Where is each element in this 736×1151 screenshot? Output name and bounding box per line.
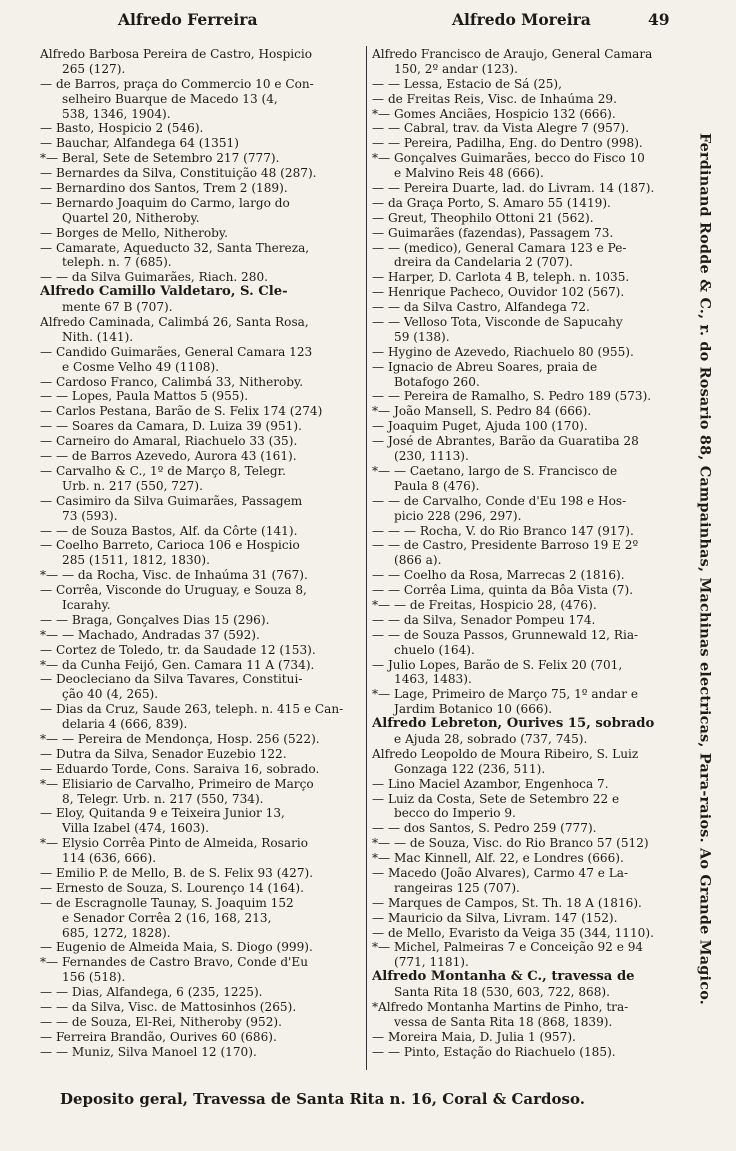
- directory-entry-line: — Moreira Maia, D. Julia 1 (957).: [372, 1029, 576, 1044]
- directory-entry-line: 73 (593).: [62, 508, 118, 523]
- directory-entry-line: — — de Souza, El-Rei, Nitheroby (952).: [40, 1014, 282, 1029]
- directory-entry-line: — Mauricio da Silva, Livram. 147 (152).: [372, 910, 618, 925]
- directory-entry-line: — Cortez de Toledo, tr. da Saudade 12 (153).: [40, 642, 316, 657]
- directory-entry-line: — — Lessa, Estacio de Sá (25),: [372, 76, 562, 91]
- directory-heading-line: Alfredo Camillo Valdetaro, S. Cle-: [40, 285, 288, 300]
- directory-entry-line: Gonzaga 122 (236, 511).: [394, 761, 546, 776]
- directory-entry-line: vessa de Santa Rita 18 (868, 1839).: [394, 1014, 613, 1029]
- directory-entry-line: *— — de Souza, Visc. do Rio Branco 57 (512): [372, 836, 649, 851]
- directory-entry-line: — — da Silva, Visc. de Mattosinhos (265).: [40, 1000, 297, 1014]
- directory-entry-line: — Hygino de Azevedo, Riachuelo 80 (955).: [372, 344, 634, 359]
- directory-entry-line: — Camarate, Aqueducto 32, Santa Thereza,: [40, 240, 310, 255]
- directory-entry-line: Alfredo Barbosa Pereira de Castro, Hospicio: [40, 47, 313, 61]
- directory-entry-line: 285 (1511, 1812, 1830).: [62, 553, 210, 568]
- directory-entry-line: — Cardoso Franco, Calimbá 33, Nitheroby.: [40, 374, 304, 389]
- directory-entry-line: — — — Rocha, V. do Rio Branco 147 (917).: [372, 523, 634, 538]
- directory-entry-line: — Eloy, Quitanda 9 e Teixeira Junior 13,: [40, 806, 285, 821]
- page-number: 49: [648, 10, 670, 29]
- directory-entry-line: rangeiras 125 (707).: [394, 880, 520, 895]
- directory-entry-line: — Corrêa, Visconde do Uruguay, e Souza 8,: [40, 583, 307, 598]
- directory-entry-line: — — Coelho da Rosa, Marrecas 2 (1816).: [372, 568, 625, 583]
- directory-entry-line: *— Michel, Palmeiras 7 e Conceição 92 e 94: [372, 940, 644, 955]
- right-column: [372, 47, 672, 1060]
- directory-entry-line: Urb. n. 217 (550, 727).: [62, 478, 203, 493]
- directory-entry-line: ção 40 (4, 265).: [62, 687, 159, 702]
- directory-entry-line: — — Velloso Tota, Visconde de Sapucahy: [372, 315, 623, 330]
- directory-entry-line: — Carlos Pestana, Barão de S. Felix 174 (274): [40, 404, 323, 419]
- directory-entry-line: *— Gonçalves Guimarães, becco do Fisco 10: [372, 151, 645, 166]
- directory-entry-line: 114 (636, 666).: [62, 851, 157, 866]
- directory-entry-line: (230, 1113).: [394, 449, 469, 464]
- directory-entry-line: Botafogo 260.: [394, 374, 480, 389]
- directory-entry-line: 265 (127).: [62, 61, 126, 76]
- directory-entry-line: — Luiz da Costa, Sete de Setembro 22 e: [372, 791, 620, 806]
- directory-entry-line: Quartel 20, Nitheroby.: [62, 210, 200, 225]
- directory-entry-line: — — de Souza Passos, Grunnewald 12, Ria-: [372, 627, 639, 642]
- directory-entry-line: Alfredo Leopoldo de Moura Ribeiro, S. Luiz: [372, 746, 639, 761]
- directory-entry-line: — da Graça Porto, S. Amaro 55 (1419).: [372, 195, 611, 210]
- side-advertisement: [690, 34, 720, 1104]
- directory-entry-line: — — da Silva Guimarães, Riach. 280.: [40, 270, 268, 285]
- directory-entry-line: — Macedo (João Alvares), Carmo 47 e La-: [372, 865, 629, 880]
- directory-entry-line: e Cosme Velho 49 (1108).: [62, 359, 220, 374]
- directory-entry-line: becco do Imperio 9.: [394, 806, 516, 821]
- directory-entry-line: — — Muniz, Silva Manoel 12 (170).: [40, 1044, 257, 1059]
- directory-heading-line: Alfredo Montanha & C., travessa de: [372, 970, 635, 985]
- directory-entry-line: *— João Mansell, S. Pedro 84 (666).: [372, 404, 592, 419]
- directory-entry-line: teleph. n. 7 (685).: [62, 255, 172, 270]
- directory-entry-line: *— Elisiario de Carvalho, Primeiro de Março: [40, 776, 314, 791]
- directory-entry-line: 156 (518).: [62, 970, 126, 985]
- directory-entry-line: Icarahy.: [62, 597, 111, 612]
- directory-entry-line: (771, 1181).: [394, 955, 469, 970]
- directory-entry-line: delaria 4 (666, 839).: [62, 717, 188, 732]
- directory-entry-line: dreira da Candelaria 2 (707).: [394, 255, 574, 270]
- directory-entry-line: *— Beral, Sete de Setembro 217 (777).: [40, 151, 280, 166]
- directory-entry-line: — Eugenio de Almeida Maia, S. Diogo (999).: [40, 940, 313, 955]
- directory-entry-line: — Eduardo Torde, Cons. Saraiva 16, sobrado.: [40, 761, 320, 776]
- directory-entry-line: — Bernardes da Silva, Constituição 48 (287).: [40, 166, 317, 181]
- directory-entry-line: — Emilio P. de Mello, B. de S. Felix 93 (427).: [40, 865, 314, 880]
- directory-entry-line: — Ignacio de Abreu Soares, praia de: [372, 359, 598, 374]
- directory-entry-line: — — (medico), General Camara 123 e Pe-: [372, 240, 627, 255]
- directory-entry-line: — Guimarães (fazendas), Passagem 73.: [372, 225, 614, 240]
- directory-entry-line: — Dutra da Silva, Senador Euzebio 122.: [40, 746, 287, 761]
- directory-entry-line: *— — Pereira de Mendonça, Hosp. 256 (522).: [40, 731, 320, 746]
- directory-entry-line: Jardim Botanico 10 (666).: [394, 702, 553, 717]
- directory-entry-line: — Harper, D. Carlota 4 B, teleph. n. 1035.: [372, 270, 630, 285]
- directory-entry-line: — Ernesto de Souza, S. Lourenço 14 (164).: [40, 880, 304, 895]
- directory-entry-line: Nith. (141).: [62, 329, 134, 344]
- directory-entry-line: — — de Souza Bastos, Alf. da Côrte (141).: [40, 523, 298, 538]
- header-left-term: Alfredo Ferreira: [118, 10, 258, 29]
- directory-entry-line: — Deocleciano da Silva Tavares, Constitui-: [40, 672, 303, 687]
- directory-entry-line: 8, Telegr. Urb. n. 217 (550, 734).: [62, 791, 264, 806]
- directory-entry-line: — — Pereira Duarte, lad. do Livram. 14 (187).: [372, 181, 655, 196]
- directory-entry-line: Santa Rita 18 (530, 603, 722, 868).: [394, 985, 610, 1000]
- footer-advertisement: Deposito geral, Travessa de Santa Rita n. 16, Coral & Cardoso.: [60, 1090, 585, 1108]
- directory-entry-line: — Bernardo Joaquim do Carmo, largo do: [40, 195, 290, 210]
- directory-entry-line: 1463, 1483).: [394, 672, 472, 687]
- directory-entry-line: mente 67 B (707).: [62, 300, 173, 315]
- directory-entry-line: — Greut, Theophilo Ottoni 21 (562).: [372, 210, 594, 225]
- directory-entry-line: — — da Silva, Senador Pompeu 174.: [372, 612, 596, 627]
- side-advertisement-text: Ferdinand Rodde & C., r. do Rosario 88, Campainhas, Machinas electricas, Para-raios. Ao Grande Magico.: [696, 133, 714, 1005]
- directory-entry-line: — — de Carvalho, Conde d'Eu 198 e Hos-: [372, 493, 627, 508]
- page-header: [0, 10, 736, 38]
- directory-entry-line: *— — de Freitas, Hospicio 28, (476).: [372, 597, 597, 612]
- directory-entry-line: *— — da Rocha, Visc. de Inhaúma 31 (767).: [40, 568, 308, 583]
- directory-entry-line: 59 (138).: [394, 329, 450, 344]
- column-divider: [366, 46, 367, 1070]
- directory-entry-line: *Alfredo Montanha Martins de Pinho, tra-: [372, 1000, 629, 1014]
- directory-heading-line: Alfredo Lebreton, Ourives 15, sobrado: [372, 717, 655, 732]
- directory-entry-line: — Joaquim Puget, Ajuda 100 (170).: [372, 419, 588, 434]
- directory-entry-line: (866 a).: [394, 553, 442, 568]
- directory-entry-line: picio 228 (296, 297).: [394, 508, 522, 523]
- directory-entry-line: *— Gomes Anciães, Hospicio 132 (666).: [372, 106, 616, 121]
- directory-entry-line: — Marques de Campos, St. Th. 18 A (1816).: [372, 895, 642, 910]
- directory-entry-line: 538, 1346, 1904).: [62, 106, 171, 121]
- directory-entry-line: — — de Castro, Presidente Barroso 19 E 2º: [372, 538, 639, 553]
- directory-entry-line: *— — Caetano, largo de S. Francisco de: [372, 463, 618, 478]
- directory-entry-line: — de Barros, praça do Commercio 10 e Con-: [40, 76, 314, 91]
- directory-entry-line: — — Corrêa Lima, quinta da Bôa Vista (7).: [372, 583, 634, 598]
- directory-entry-line: e Malvino Reis 48 (666).: [394, 166, 544, 181]
- directory-entry-line: e Ajuda 28, sobrado (737, 745).: [394, 731, 588, 746]
- directory-entry-line: — Julio Lopes, Barão de S. Felix 20 (701,: [372, 657, 623, 672]
- directory-entry-line: — Ferreira Brandão, Ourives 60 (686).: [40, 1029, 277, 1044]
- directory-entry-line: Paula 8 (476).: [394, 478, 480, 493]
- directory-entry-line: — de Freitas Reis, Visc. de Inhaúma 29.: [372, 91, 617, 106]
- directory-entry-line: *— — Machado, Andradas 37 (592).: [40, 627, 260, 642]
- directory-entry-line: Alfredo Caminada, Calimbá 26, Santa Rosa,: [40, 315, 309, 330]
- directory-entry-line: — — da Silva Castro, Alfandega 72.: [372, 300, 590, 315]
- directory-entry-line: — — de Barros Azevedo, Aurora 43 (161).: [40, 449, 297, 464]
- directory-entry-line: *— Mac Kinnell, Alf. 22, e Londres (666).: [372, 851, 624, 866]
- directory-entry-line: — — Braga, Gonçalves Dias 15 (296).: [40, 612, 270, 627]
- directory-entry-line: *— Elysio Corrêa Pinto de Almeida, Rosario: [40, 836, 309, 851]
- directory-entry-line: — Borges de Mello, Nitheroby.: [40, 225, 228, 240]
- directory-entry-line: — — dos Santos, S. Pedro 259 (777).: [372, 821, 597, 836]
- directory-entry-line: — Basto, Hospicio 2 (546).: [40, 121, 204, 136]
- directory-entry-line: 150, 2º andar (123).: [394, 61, 518, 76]
- directory-entry-line: — Dias da Cruz, Saude 263, teleph. n. 415 e Can-: [40, 702, 344, 717]
- directory-entry-line: e Senador Corrêa 2 (16, 168, 213,: [62, 910, 272, 925]
- directory-entry-line: selheiro Buarque de Macedo 13 (4,: [62, 91, 278, 106]
- directory-entry-line: — Carneiro do Amaral, Riachuelo 33 (35).: [40, 434, 298, 449]
- directory-entry-line: — — Pereira, Padilha, Eng. do Dentro (998).: [372, 136, 643, 151]
- directory-entry-line: — de Mello, Evaristo da Veiga 35 (344, 1110).: [372, 925, 654, 940]
- directory-entry-line: — Bernardino dos Santos, Trem 2 (189).: [40, 181, 288, 196]
- directory-entry-line: 685, 1272, 1828).: [62, 925, 171, 940]
- header-right-term: Alfredo Moreira: [452, 10, 591, 29]
- directory-entry-line: — José de Abrantes, Barão da Guaratiba 28: [372, 434, 639, 449]
- directory-entry-line: *— Lage, Primeiro de Março 75, 1º andar e: [372, 687, 639, 702]
- directory-entry-line: — Casimiro da Silva Guimarães, Passagem: [40, 493, 303, 508]
- directory-entry-line: *— da Cunha Feijó, Gen. Camara 11 A (734).: [40, 657, 315, 672]
- directory-entry-line: *— Fernandes de Castro Bravo, Conde d'Eu: [40, 955, 308, 970]
- directory-entry-line: — — Cabral, trav. da Vista Alegre 7 (957).: [372, 121, 630, 136]
- directory-entry-line: — — Dias, Alfandega, 6 (235, 1225).: [40, 985, 263, 1000]
- directory-entry-line: — — Pereira de Ramalho, S. Pedro 189 (573).: [372, 389, 652, 404]
- directory-entry-line: — Lino Maciel Azambor, Engenhoca 7.: [372, 776, 609, 791]
- directory-entry-line: — Bauchar, Alfandega 64 (1351): [40, 136, 239, 151]
- directory-entry-line: — Henrique Pacheco, Ouvidor 102 (567).: [372, 285, 625, 300]
- directory-entry-line: — Candido Guimarães, General Camara 123: [40, 344, 313, 359]
- directory-entry-line: — — Lopes, Paula Mattos 5 (955).: [40, 389, 249, 404]
- left-column: [40, 47, 362, 1060]
- directory-entry-line: — Carvalho & C., 1º de Março 8, Telegr.: [40, 463, 286, 478]
- directory-entry-line: Villa Izabel (474, 1603).: [62, 821, 209, 836]
- directory-entry-line: — — Pinto, Estação do Riachuelo (185).: [372, 1044, 616, 1059]
- directory-entry-line: — Coelho Barreto, Carioca 106 e Hospicio: [40, 538, 300, 553]
- directory-entry-line: — — Soares da Camara, D. Luiza 39 (951).: [40, 419, 302, 434]
- directory-entry-line: Alfredo Francisco de Araujo, General Camara: [372, 47, 653, 61]
- directory-entry-line: chuelo (164).: [394, 642, 475, 657]
- directory-entry-line: — de Escragnolle Taunay, S. Joaquim 152: [40, 895, 294, 910]
